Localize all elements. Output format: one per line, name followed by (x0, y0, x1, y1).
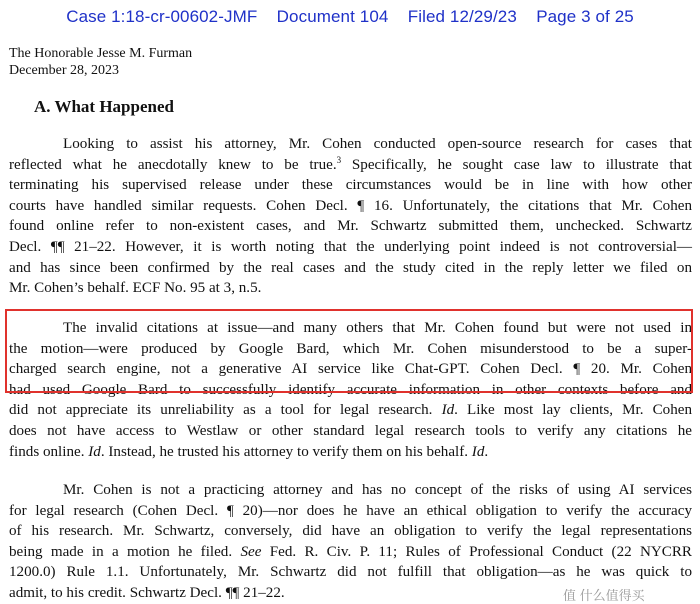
page-count: Page 3 of 25 (536, 7, 634, 26)
ecf-filing-header (0, 7, 700, 27)
paragraph-line: does not have access to Westlaw or other standard legal research tools to verify any citations he (9, 422, 692, 439)
case-number: Case 1:18-cr-00602-JMF (66, 7, 258, 26)
paragraph-line: had used Google Bard to successfully identify accurate information in other contexts before and (9, 381, 692, 398)
paragraph-line: the motion—were produced by Google Bard, which Mr. Cohen misunderstood to be a super- (9, 340, 692, 357)
recipient-block (9, 45, 192, 79)
paragraph-line: 1200.0) Rule 1.1. Unfortunately, Mr. Schwartz did not fulfill that obligation—as he was quick to (9, 564, 692, 581)
paragraph-line: Decl. ¶¶ 21–22. However, it is worth noting that the underlying point indeed is not controversial— (9, 238, 692, 255)
paragraph-line: admit, to his credit. Schwartz Decl. ¶¶ 21–22. (9, 584, 285, 601)
paragraph-what-happened (9, 134, 692, 299)
paragraph-line: Looking to assist his attorney, Mr. Cohen conducted open-source research for cases that (63, 136, 692, 152)
paragraph-line: finds online. Id. Instead, he trusted his attorney to verify them on his behalf. Id. (9, 443, 489, 460)
paragraph-line: found online refer to non-existent cases, and Mr. Schwartz submitted them, unchecked. Schwartz (9, 218, 692, 235)
recipient-name: The Honorable Jesse M. Furman (9, 46, 193, 61)
paragraph-line: being made in a motion he filed. See Fed. R. Civ. P. 11; Rules of Professional Conduct (22 NYCRR (9, 543, 692, 560)
paragraph-line: charged search engine, not a generative AI service like Chat-GPT. Cohen Decl. ¶ 20. Mr. Cohen (9, 361, 692, 378)
paragraph-line: of his research. Mr. Schwartz, conversely, did have an obligation to verify the legal representations (9, 523, 692, 540)
filed-date: Filed 12/29/23 (407, 7, 517, 26)
document-number: Document 104 (276, 7, 389, 26)
paragraph-line: reflected what he anecdotally knew to be true.$^3$ Specifically, he sought case law to illustrate that (9, 154, 692, 173)
paragraph-google-bard (9, 318, 692, 462)
paragraph-line: courts have handled similar requests. Cohen Decl. ¶ 16. Unfortunately, the citations that Mr. Cohen (9, 197, 692, 214)
paragraph-line: Mr. Cohen’s behalf. ECF No. 95 at 3, n.5. (9, 280, 262, 297)
paragraph-line: The invalid citations at issue—and many others that Mr. Cohen found but were not used in (63, 320, 692, 336)
paragraph-line: and has since been confirmed by the real cases and the study cited in the reply letter we filed on (9, 259, 692, 276)
footnote-ref: 3 (336, 154, 342, 165)
letter-date: December 28, 2023 (9, 63, 120, 78)
paragraph-line: terminating his supervised release under these circumstances would be in line with how other (9, 177, 692, 194)
section-heading: A. What Happened (34, 97, 174, 116)
paragraph-line: did not appreciate its unreliability as a tool for legal research. Id. Like most lay clients, Mr. Cohen (9, 402, 692, 419)
paragraph-line: Mr. Cohen is not a practicing attorney and has no concept of the risks of using AI services (63, 482, 692, 498)
site-watermark: 值 什么值得买 (563, 585, 645, 604)
paragraph-line: for legal research (Cohen Decl. ¶ 20)—nor does he have an ethical obligation to verify the accuracy (9, 502, 692, 519)
